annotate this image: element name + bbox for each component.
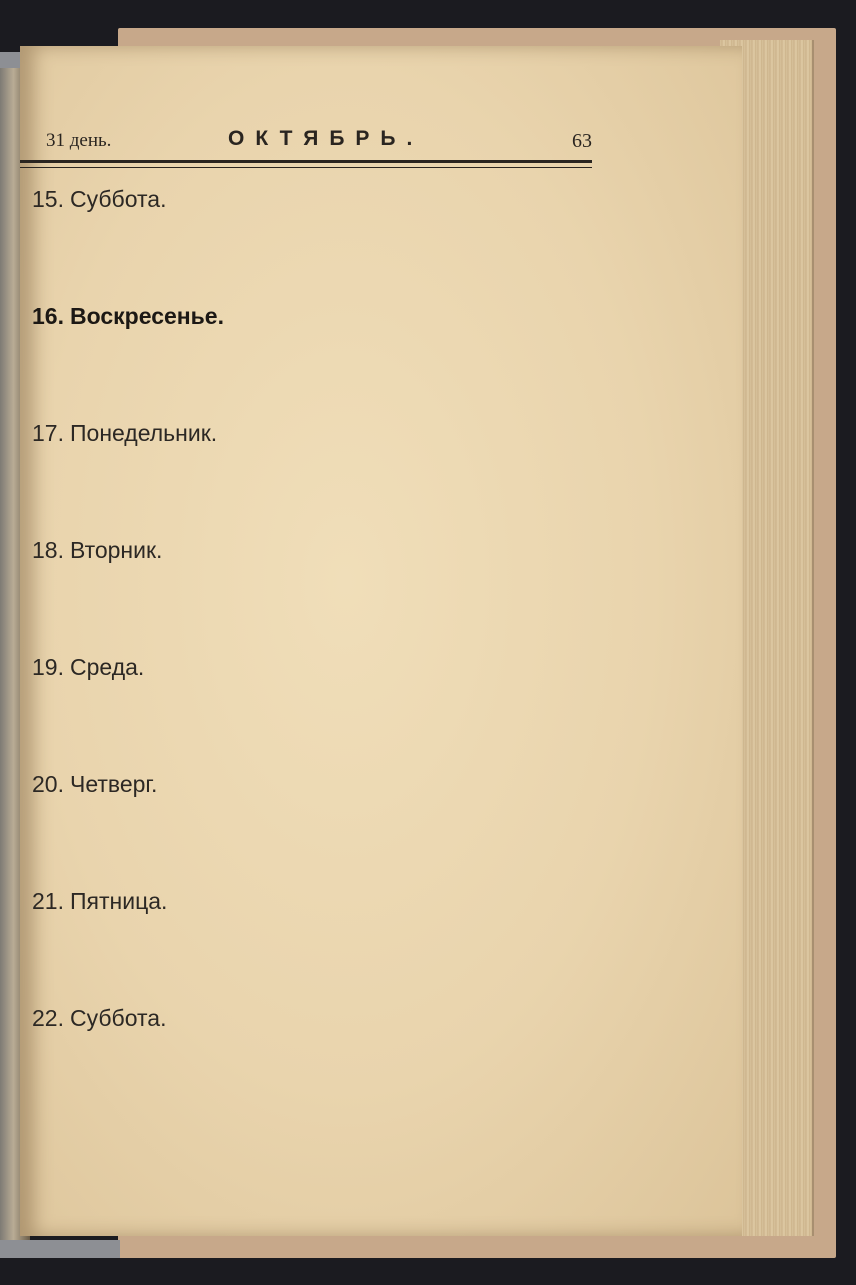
day-number: 19. xyxy=(32,654,64,680)
running-header xyxy=(46,127,592,156)
day-number: 16. xyxy=(32,303,64,329)
days-count: 31 день. xyxy=(46,130,112,151)
day-number: 20. xyxy=(32,771,64,797)
month-title: ОКТЯБРЬ. xyxy=(228,127,424,150)
day-name: Четверг. xyxy=(70,771,158,797)
day-entry xyxy=(32,303,224,333)
day-entry xyxy=(32,888,167,918)
day-name: Суббота. xyxy=(70,1005,167,1031)
spine-cloth-bottom xyxy=(0,1240,120,1258)
day-entry xyxy=(32,771,157,801)
day-name: Пятница. xyxy=(70,888,168,914)
header-rule-thin xyxy=(20,167,592,168)
day-number: 21. xyxy=(32,888,64,914)
day-number: 22. xyxy=(32,1005,64,1031)
day-entry xyxy=(32,537,162,567)
day-number: 18. xyxy=(32,537,64,563)
day-name: Вторник. xyxy=(70,537,163,563)
day-entry xyxy=(32,186,166,216)
day-name: Понедельник. xyxy=(70,420,218,446)
day-number: 15. xyxy=(32,186,64,212)
day-name: Воскресенье. xyxy=(70,303,224,329)
page-number: 63 xyxy=(572,130,592,152)
day-entry xyxy=(32,1005,166,1035)
diary-page xyxy=(20,46,742,1236)
header-rule-thick xyxy=(20,160,592,166)
day-name: Суббота. xyxy=(70,186,167,212)
day-entry xyxy=(32,654,144,684)
day-number: 17. xyxy=(32,420,64,446)
day-entry xyxy=(32,420,217,450)
day-name: Среда. xyxy=(70,654,145,680)
